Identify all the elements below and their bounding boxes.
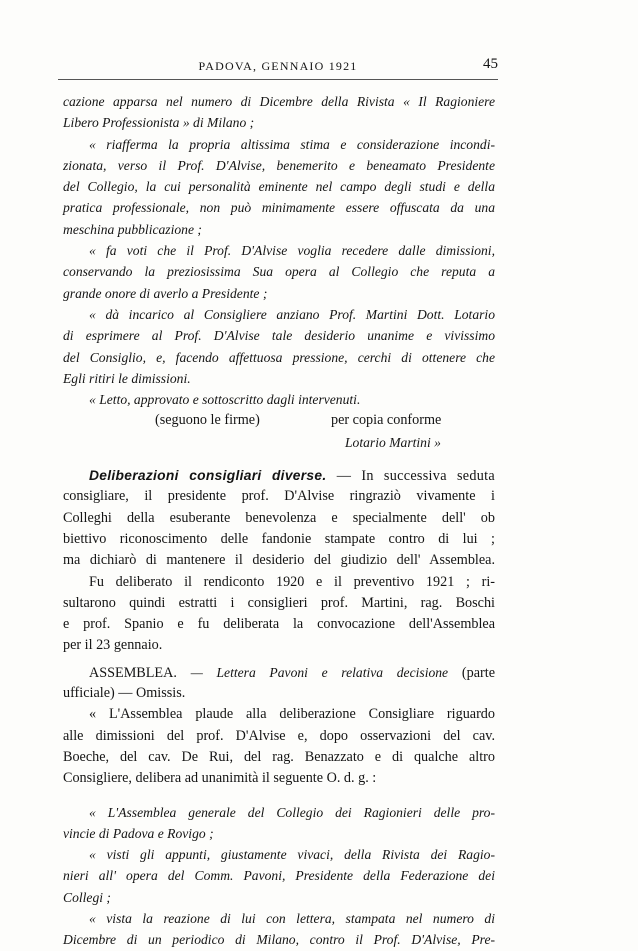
text-line: Boeche, del cav. De Rui, del rag. Benazzato e di qualche altro: [63, 748, 495, 765]
text-span: (parte: [461, 664, 496, 681]
signature-name-row: [63, 432, 495, 453]
signature-name: Lotario Martini »: [345, 434, 441, 450]
text-line: Egli ritiri le dimissioni.: [63, 370, 191, 386]
text-line: Fu deliberato il rendiconto 1920 e il preventivo 1921 ; ri-: [89, 573, 495, 590]
text-line: sultarono quindi estratti i consiglieri prof. Martini, rag. Boschi: [63, 594, 495, 611]
signature-left: (seguono le firme): [155, 412, 260, 429]
text-line: biettivo riconoscimento delle fandonie stampate contro di lui ;: [63, 530, 495, 547]
text-line: « dà incarico al Consigliere anziano Prof. Martini Dott. Lotario: [89, 306, 495, 322]
text-line: vincie di Padova e Rovigo ;: [63, 825, 214, 841]
text-line: « Letto, approvato e sottoscritto dagli intervenuti.: [89, 392, 361, 408]
header-rule: [58, 79, 498, 80]
section-subtitle: — Lettera Pavoni e relativa decisione: [190, 664, 449, 680]
text-line: ufficiale) — Omissis.: [63, 685, 186, 702]
text-line: consigliare, il presidente prof. D'Alvise ringraziò vivamente i: [63, 488, 495, 505]
text-line: Colleghi della esuberante benevolenza e specialmente dell' ob: [63, 509, 495, 526]
text-line: pratica professionale, non può minimamente essere offuscata da una: [63, 200, 495, 216]
text-line: ma dichiarò di mantenere il desiderio del giudizio dell' Assemblea.: [63, 552, 495, 569]
signature-row: [63, 410, 495, 431]
spacer: [63, 453, 495, 465]
page-header: [58, 56, 498, 76]
text-line: di esprimere al Prof. D'Alvise tale desiderio unanime e vivissimo: [63, 328, 495, 344]
text-line: zionata, verso il Prof. D'Alvise, benemerito e beneamato Presidente: [63, 157, 495, 173]
text-line: alle dimissioni del prof. D'Alvise e, dopo osservazioni del cav.: [63, 727, 495, 744]
text-line: « visti gli appunti, giustamente vivaci, della Rivista dei Ragio-: [89, 847, 495, 863]
text-line: « L'Assemblea plaude alla deliberazione Consigliare riguardo: [89, 706, 495, 723]
text-line: « L'Assemblea generale del Collegio dei Ragionieri delle pro-: [89, 804, 495, 820]
text-line: grande onore di averlo a Presidente ;: [63, 285, 268, 301]
text-line: Consigliere, delibera ad unanimità il seguente O. d. g. :: [63, 770, 377, 787]
text-span: — In successiva seduta: [336, 468, 495, 485]
text-line: del Collegio, la cui personalità eminente nel campo degli studi e della: [63, 179, 495, 195]
running-head: PADOVA, GENNAIO 1921: [198, 59, 358, 73]
text-line: Libero Professionista » di Milano ;: [63, 115, 255, 131]
text-line: « riafferma la propria altissima stima e considerazione incondi-: [89, 136, 495, 152]
page-number: 45: [483, 56, 498, 72]
section-heading-line: [63, 465, 495, 486]
text-line: e prof. Spanio e fu deliberata la convocazione dell'Assemblea: [63, 616, 495, 633]
signature-right: per copia conforme: [331, 412, 442, 429]
text-line: meschina pubblicazione ;: [63, 221, 202, 237]
text-line: per il 23 gennaio.: [63, 637, 163, 654]
text-line: Dicembre di un periodico di Milano, contro il Prof. D'Alvise, Pre-: [63, 932, 495, 948]
text-line: Collegi ;: [63, 889, 111, 905]
section-title-assemblea: ASSEMBLEA.: [89, 664, 177, 681]
section-heading-line: [63, 662, 495, 683]
text-line: « fa voti che il Prof. D'Alvise voglia recedere dalle dimissioni,: [89, 243, 495, 259]
text-line: conservando la preziosissima Sua opera al Collegio che reputa a: [63, 264, 495, 280]
section-title-deliberazioni: Deliberazioni consigliari diverse.: [89, 468, 327, 484]
text-line: cazione apparsa nel numero di Dicembre della Rivista « Il Ragioniere: [63, 94, 495, 109]
text-line: « vista la reazione di lui con lettera, stampata nel numero di: [89, 910, 495, 926]
text-line: del Consiglio, e, facendo affettuosa pressione, cerchi di ottenere che: [63, 349, 495, 365]
spacer: [63, 790, 495, 802]
text-line: nieri all' opera del Comm. Pavoni, Presidente della Federazione dei: [63, 868, 495, 884]
page-body: [63, 91, 495, 951]
